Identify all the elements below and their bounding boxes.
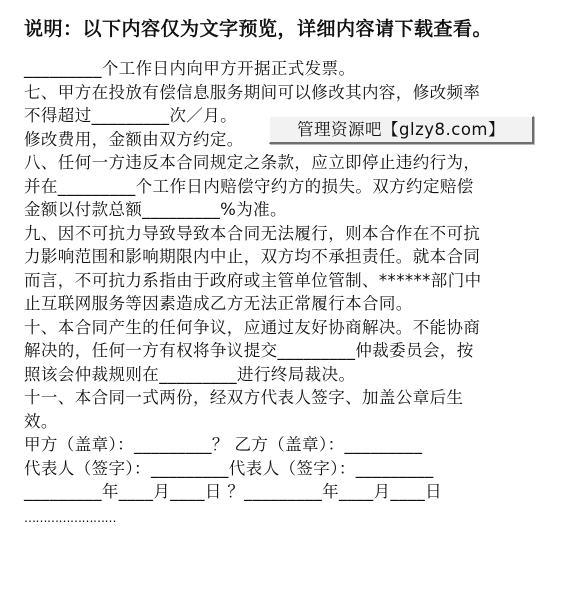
text-line: 七、甲方在投放有偿信息服务期间可以修改其内容，修改频率 (24, 82, 481, 102)
text-line: 解决的，任何一方有权将争议提交_________仲裁委员会，按 (24, 341, 474, 360)
text-line: _________个工作日内向甲方开据正式发票。 (24, 59, 356, 78)
signature-line: 甲方（盖章）：_________？ 乙方（盖章）：_________ (24, 435, 423, 454)
preview-notice: 说明：以下内容仅为文字预览，详细内容请下载查看。 (24, 18, 493, 40)
text-line: 修改费用，金额由双方约定。 (24, 129, 244, 149)
text-line: 照该会仲裁规则在_________进行终局裁决。 (24, 364, 356, 384)
text-line: 金额以付款总额_________%为准。 (24, 200, 287, 219)
watermark-banner: 管理资源吧【glzy8.com】 (269, 116, 534, 144)
text-line: 十、本合同产生的任何争议，应通过友好协商解决。不能协商 (24, 317, 481, 337)
text-line: 八、任何一方违反本合同规定之条款，应立即停止违约行为， (24, 153, 481, 172)
text-line: 并在_________个工作日内赔偿守约方的损失。双方约定赔偿 (24, 176, 474, 196)
text-line: 九、因不可抗力导致导致本合同无法履行，则本合作在不可抗 (24, 223, 481, 243)
text-line: 止互联网服务等因素造成乙方无法正常履行本合同。 (24, 294, 413, 313)
date-line: _________年____月____日 ？_________年____月____日 (24, 482, 443, 501)
text-line: 效。 (24, 411, 58, 431)
ellipsis-dots: …………………… (24, 510, 116, 525)
text-line: 力影响范围和影响期限内中止，双方均不承担责任。就本合同 (24, 247, 481, 266)
text-line: 十一、本合同一式两份，经双方代表人签字、加盖公章后生 (24, 388, 464, 407)
text-line: 而言，不可抗力系指由于政府或主管单位管制、******部门中 (24, 270, 482, 290)
text-line: 不得超过_________次／月。 (24, 106, 238, 125)
signature-line: 代表人（签字）：_________代表人（签字）：_________ (24, 458, 434, 478)
